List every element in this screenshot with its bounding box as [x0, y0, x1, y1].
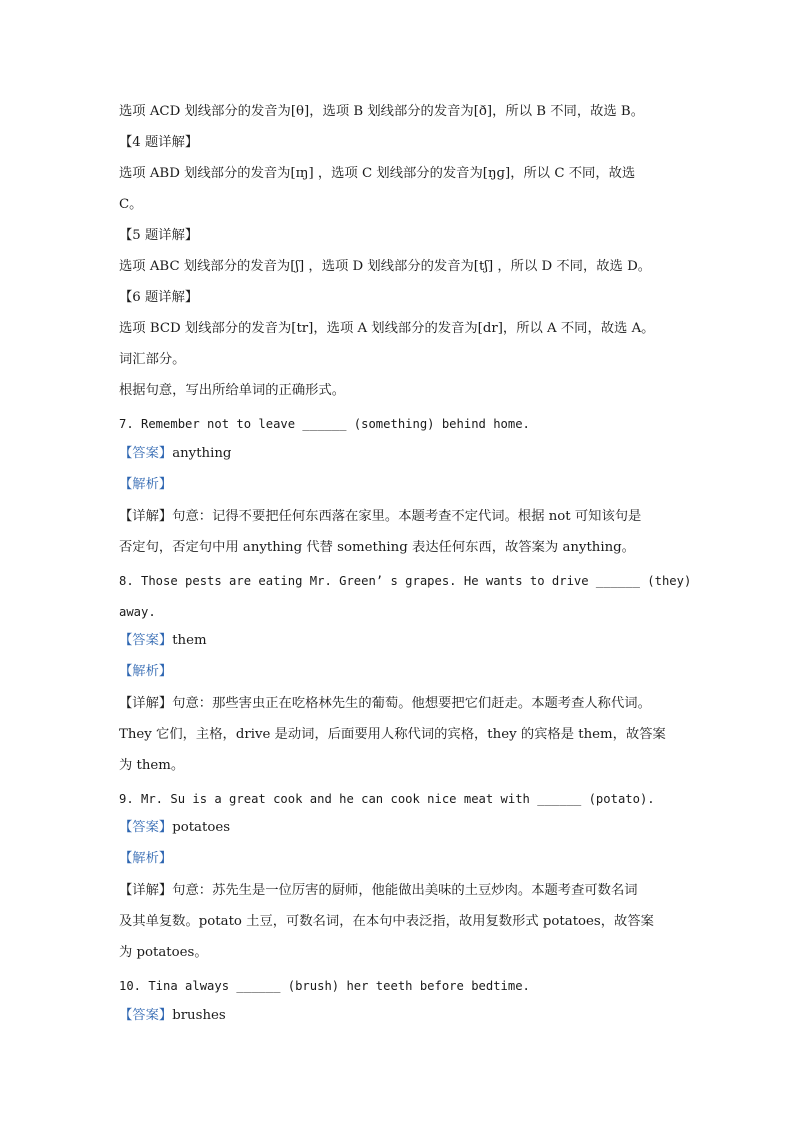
explanation-q4-line1: 选项 ABD 划线部分的发音为[ɪŋ] ，选项 C 划线部分的发音为[ŋɡ]，所以 C 不同，故选: [119, 166, 636, 181]
detail-8-line2: They 它们，主格，drive 是动词，后面要用人称代词的宾格，they 的宾格是 them，故答案: [119, 727, 666, 742]
detail-8-line3: 为 them。: [119, 758, 185, 773]
explanation-q6: 选项 BCD 划线部分的发音为[tr]，选项 A 划线部分的发音为[dr]，所以 A 不同，故选 A。: [119, 321, 655, 336]
detail-8-line1: 【详解】句意：那些害虫正在吃格林先生的葡萄。他想要把它们赶走。本题考查人称代词。: [119, 696, 651, 711]
answer-tag: 【答案】: [119, 633, 173, 648]
answer-8: [119, 631, 207, 651]
answer-7: [119, 444, 231, 464]
question-9: 9. Mr. Su is a great cook and he can cook nice meat with ______ (potato).: [119, 792, 655, 806]
detail-9-line3: 为 potatoes。: [119, 945, 208, 960]
answer-value: anything: [172, 446, 232, 461]
explanation-q3: 选项 ACD 划线部分的发音为[θ]，选项 B 划线部分的发音为[ð]，所以 B 不同，故选 B。: [119, 104, 645, 119]
question-8-line1: 8. Those pests are eating Mr. Green’ s grapes. He wants to drive ______ (they): [119, 574, 692, 588]
analysis-tag-8: 【解析】: [119, 664, 173, 679]
question-8-line2: away.: [119, 605, 156, 619]
answer-tag: 【答案】: [119, 446, 173, 461]
answer-value: them: [172, 633, 207, 648]
answer-tag: 【答案】: [119, 1008, 173, 1023]
answer-10: [119, 1006, 226, 1026]
explanation-q4-line2: C。: [119, 197, 143, 212]
heading-q5-detail: 【5 题详解】: [119, 228, 199, 243]
heading-q6-detail: 【6 题详解】: [119, 290, 199, 305]
detail-9-line1: 【详解】句意：苏先生是一位厉害的厨师，他能做出美味的土豆炒肉。本题考查可数名词: [119, 883, 638, 898]
section-instruction: 根据句意，写出所给单词的正确形式。: [119, 383, 346, 398]
section-vocabulary: 词汇部分。: [119, 352, 186, 367]
analysis-tag-7: 【解析】: [119, 477, 173, 492]
explanation-q5: 选项 ABC 划线部分的发音为[ʃ] ，选项 D 划线部分的发音为[tʃ] ，所以 D 不同，故选 D。: [119, 259, 652, 274]
answer-9: [119, 818, 230, 838]
answer-tag: 【答案】: [119, 820, 173, 835]
question-7: 7. Remember not to leave ______ (something) behind home.: [119, 417, 530, 431]
question-10: 10. Tina always ______ (brush) her teeth before bedtime.: [119, 979, 530, 993]
answer-value: potatoes: [172, 820, 231, 835]
detail-7-line2: 否定句，否定句中用 anything 代替 something 表达任何东西，故答案为 anything。: [119, 540, 635, 555]
heading-q4-detail: 【4 题详解】: [119, 135, 199, 150]
detail-7-line1: 【详解】句意：记得不要把任何东西落在家里。本题考查不定代词。根据 not 可知该句是: [119, 509, 642, 524]
analysis-tag-9: 【解析】: [119, 851, 173, 866]
answer-value: brushes: [172, 1008, 226, 1023]
detail-9-line2: 及其单复数。potato 土豆，可数名词，在本句中表泛指，故用复数形式 potatoes，故答案: [119, 914, 654, 929]
